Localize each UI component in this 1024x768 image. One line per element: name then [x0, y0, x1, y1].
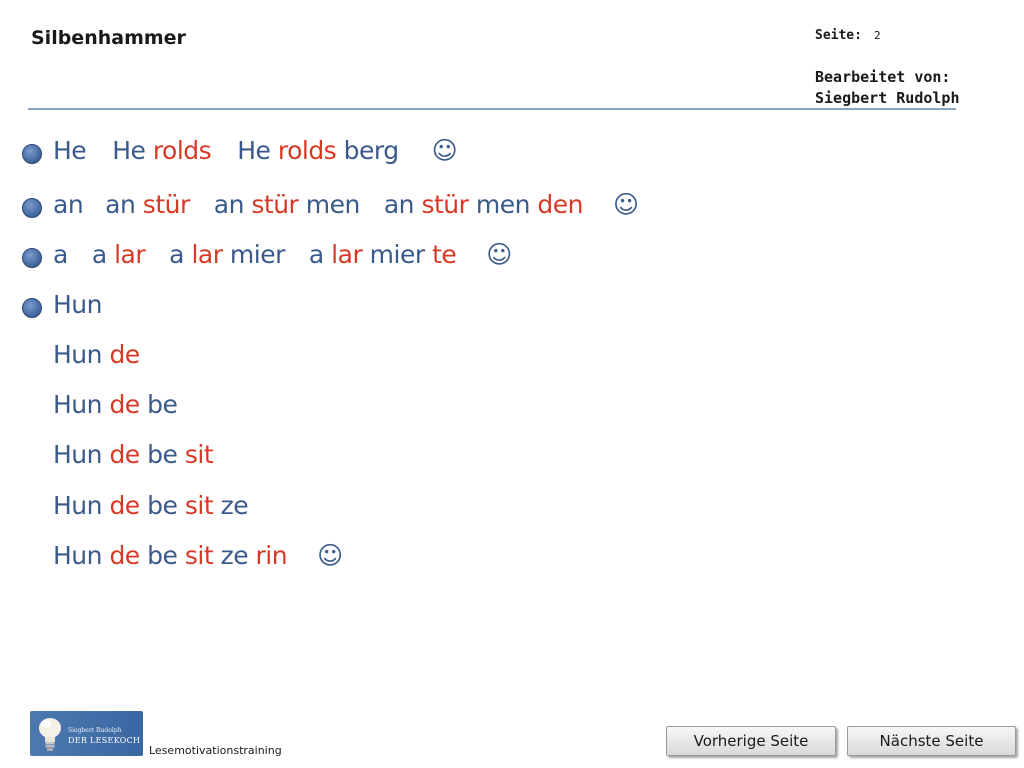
syllable: a: [308, 240, 332, 269]
syllable: Hun: [53, 541, 110, 570]
syllable-word: [53, 541, 287, 570]
syllable: de: [109, 390, 140, 419]
syllable: sit: [184, 541, 214, 570]
syllable: an: [213, 190, 252, 219]
smiley-icon: ☺: [317, 541, 343, 570]
footer-caption: Lesemotivationstraining: [149, 744, 282, 757]
syllable-line: [53, 340, 140, 369]
syllable-word: [53, 290, 102, 319]
syllable: Hun: [53, 440, 110, 469]
syllable: Hun: [53, 491, 110, 520]
page-title: Silbenhammer: [31, 27, 186, 49]
syllable: mier: [362, 240, 433, 269]
previous-page-button[interactable]: Vorherige Seite: [666, 726, 836, 756]
bullet-icon: [22, 198, 42, 218]
syllable-word: [237, 136, 398, 165]
syllable-word: [309, 240, 456, 269]
syllable: de: [109, 440, 140, 469]
syllable-word: [53, 136, 86, 165]
editor-info: [815, 67, 960, 109]
syllable: a: [53, 240, 68, 269]
syllable-word: [384, 190, 583, 219]
syllable-line: [53, 136, 457, 165]
syllable: men: [298, 190, 360, 219]
syllable: sit: [184, 440, 214, 469]
syllable: an: [383, 190, 422, 219]
syllable: mier: [222, 240, 285, 269]
syllable: Hun: [53, 390, 110, 419]
syllable: lar: [331, 240, 363, 269]
syllable: ze: [213, 491, 249, 520]
syllable: ze: [213, 541, 256, 570]
bullet-icon: [22, 248, 42, 268]
syllable-line: [53, 491, 248, 520]
syllable: a: [91, 240, 115, 269]
syllable: rolds: [277, 136, 337, 165]
syllable: an: [53, 190, 84, 219]
syllable-line: [53, 190, 639, 219]
header-divider: [28, 108, 956, 110]
syllable: de: [109, 541, 140, 570]
smiley-icon: ☺: [486, 240, 512, 269]
syllable-line: [53, 240, 512, 269]
syllable: be: [139, 491, 185, 520]
syllable-line: [53, 541, 343, 570]
syllable: stür: [421, 190, 469, 219]
syllable: be: [139, 390, 178, 419]
syllable: men: [468, 190, 538, 219]
syllable-word: [53, 240, 68, 269]
page-number: 2: [874, 29, 881, 42]
logo-brand: DER LESEKOCH: [68, 736, 141, 745]
syllable-word: [53, 390, 177, 419]
syllable-word: [53, 491, 248, 520]
leselkoch-logo: [30, 711, 143, 756]
syllable: lar: [191, 240, 223, 269]
lightbulb-icon: [35, 715, 65, 753]
syllable: be: [139, 541, 185, 570]
syllable-word: [53, 190, 83, 219]
syllable: He: [237, 136, 278, 165]
syllable-word: [53, 340, 140, 369]
syllable: Hun: [53, 290, 102, 319]
syllable-line: [53, 440, 213, 469]
syllable-word: [53, 440, 213, 469]
syllable: He: [112, 136, 153, 165]
syllable-word: [105, 190, 190, 219]
bullet-icon: [22, 144, 42, 164]
syllable: de: [109, 340, 140, 369]
page-label: Seite:: [815, 28, 862, 43]
syllable-word: [169, 240, 285, 269]
logo-author: Siegbert Rudolph: [68, 727, 122, 734]
bullet-icon: [22, 298, 42, 318]
smiley-icon: ☺: [431, 136, 458, 165]
syllable-word: [92, 240, 145, 269]
syllable-line: [53, 390, 177, 419]
editor-name: Siegbert Rudolph: [815, 89, 960, 107]
syllable: te: [432, 240, 457, 269]
syllable: sit: [184, 491, 214, 520]
syllable: de: [109, 491, 140, 520]
syllable: berg: [336, 136, 399, 165]
syllable-word: [214, 190, 360, 219]
syllable: stür: [142, 190, 190, 219]
syllable: rolds: [152, 136, 212, 165]
syllable: an: [105, 190, 143, 219]
smiley-icon: ☺: [613, 190, 639, 219]
editor-label: Bearbeitet von:: [815, 68, 951, 86]
syllable: stür: [251, 190, 299, 219]
syllable: a: [169, 240, 192, 269]
syllable-word: [112, 136, 211, 165]
syllable: den: [537, 190, 584, 219]
syllable: be: [139, 440, 185, 469]
syllable: lar: [114, 240, 146, 269]
syllable: He: [53, 136, 87, 165]
next-page-button[interactable]: Nächste Seite: [847, 726, 1016, 756]
syllable: rin: [255, 541, 288, 570]
syllable-line: [53, 290, 102, 319]
syllable: Hun: [53, 340, 110, 369]
